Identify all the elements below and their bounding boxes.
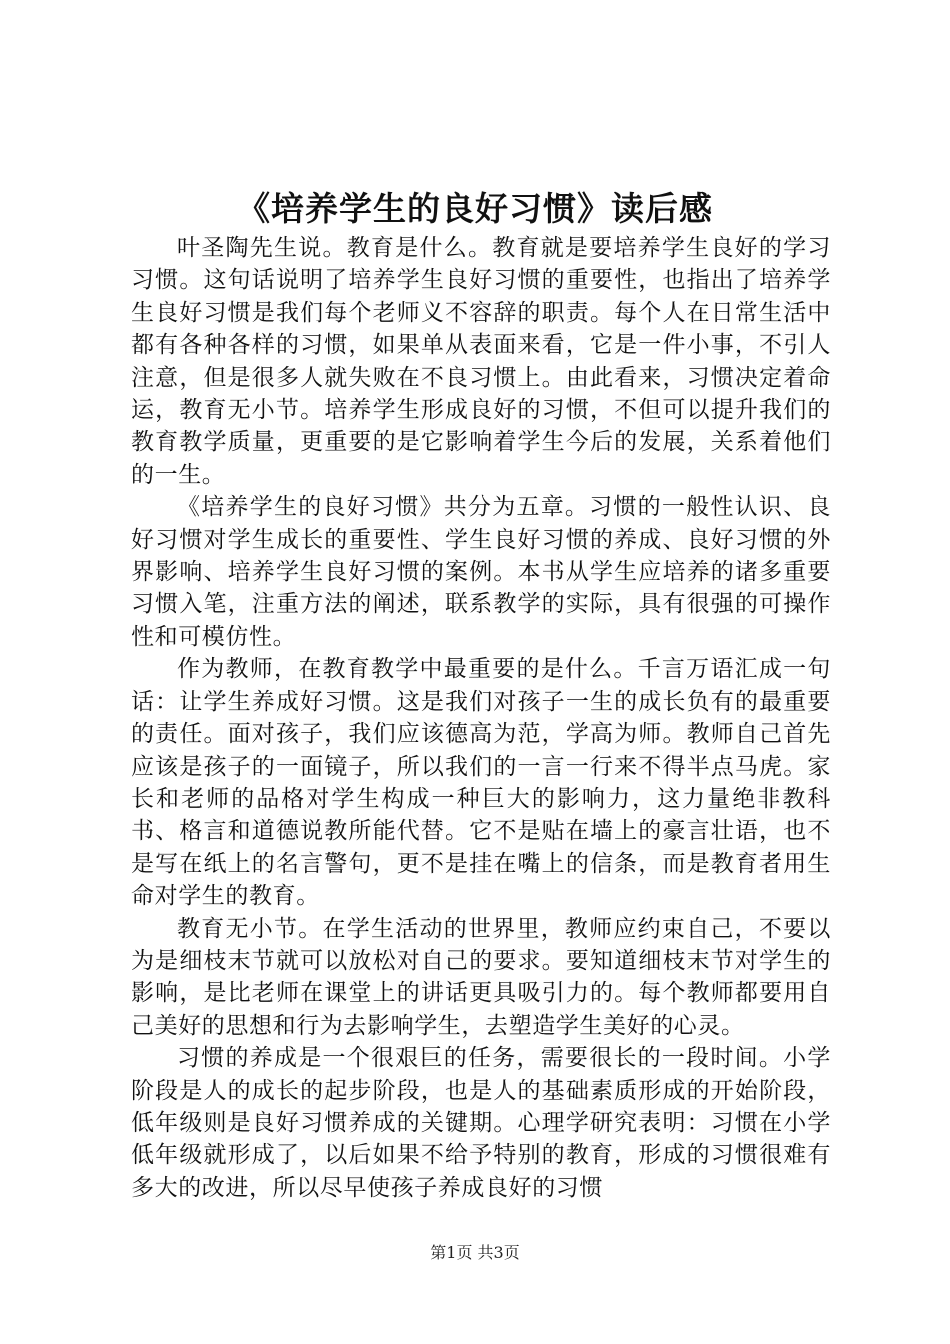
paragraph: 叶圣陶先生说。教育是什么。教育就是要培养学生良好的学习习惯。这句话说明了培养学生良好习惯的重要性，也指出了培养学生良好习惯是我们每个老师义不容辞的职责。每个人在日常生活中都有各种各样的习惯，如果单从表面来看，它是一件小事，不引人注意，但是很多人就失败在不良习惯上。由此看来，习惯决定着命运，教育无小节。培养学生形成良好的习惯，不但可以提升我们的教育教学质量，更重要的是它影响着学生今后的发展，关系着他们的一生。 [131, 235, 831, 488]
document-body [131, 232, 831, 1204]
paragraph: 《培养学生的良好习惯》共分为五章。习惯的一般性认识、良好习惯对学生成长的重要性、学生良好习惯的养成、良好习惯的外界影响、培养学生良好习惯的案例。本书从学生应培养的诸多重要习惯入笔，注重方法的阐述，联系教学的实际，具有很强的可操作性和可模仿性。 [131, 494, 831, 650]
paragraph: 作为教师，在教育教学中最重要的是什么。千言万语汇成一句话：让学生养成好习惯。这是我们对孩子一生的成长负有的最重要的责任。面对孩子，我们应该德高为范，学高为师。教师自己首先应该是孩子的一面镜子，所以我们的一言一行来不得半点马虎。家长和老师的品格对学生构成一种巨大的影响力，这力量绝非教科书、格言和道德说教所能代替。它不是贴在墙上的豪言壮语，也不是写在纸上的名言警句，更不是挂在嘴上的信条，而是教育者用生命对学生的教育。 [131, 656, 831, 910]
paragraph: 习惯的养成是一个很艰巨的任务，需要很长的一段时间。小学阶段是人的成长的起步阶段，也是人的基础素质形成的开始阶段，低年级则是良好习惯养成的关键期。心理学研究表明：习惯在小学低年级就形成了，以后如果不给予特别的教育，形成的习惯很难有多大的改进，所以尽早使孩子养成良好的习惯 [131, 1045, 831, 1201]
page-footer: 第1页 共3页 [430, 1243, 520, 1262]
paragraph: 教育无小节。在学生活动的世界里，教师应约束自己，不要以为是细枝末节就可以放松对自己的要求。要知道细枝末节对学生的影响，是比老师在课堂上的讲话更具吸引力的。每个教师都要用自己美好的思想和行为去影响学生，去塑造学生美好的心灵。 [131, 915, 831, 1039]
document-title: 《培养学生的良好习惯》读后感 [237, 189, 713, 228]
